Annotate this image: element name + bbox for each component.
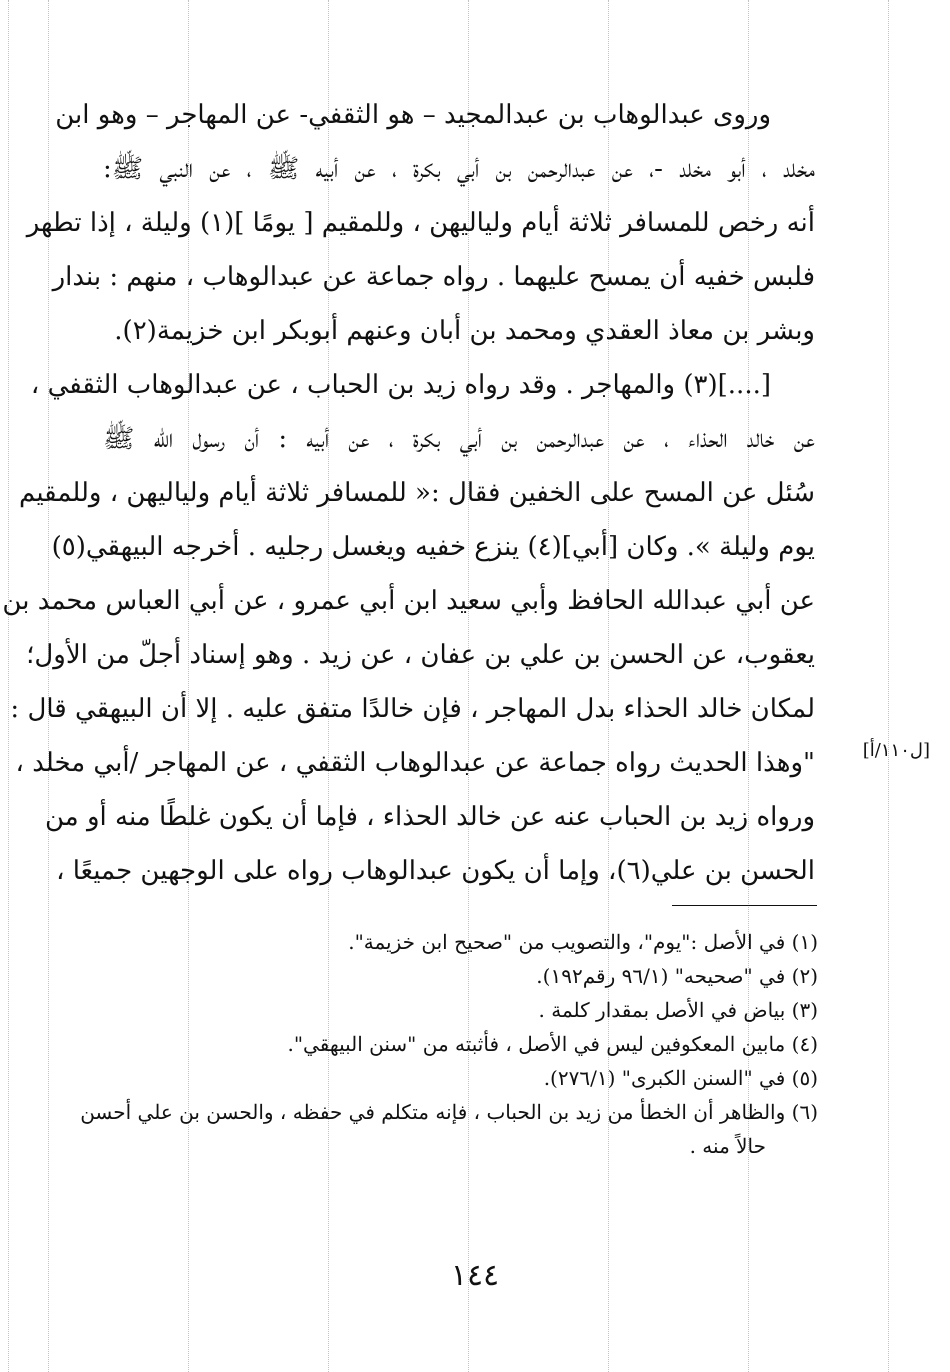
footnote-item: (٥) في "السنن الكبرى" (٢٧٦/١). bbox=[543, 1066, 818, 1090]
scan-grid-line bbox=[888, 0, 889, 1372]
footnote-item: (١) في الأصل :"يوم"، والتصويب من "صحيح ابن خزيمة". bbox=[348, 930, 818, 954]
footnote-item: (٤) مابين المعكوفين ليس في الأصل ، فأثبته من "سنن البيهقي". bbox=[287, 1032, 818, 1056]
footnote-separator bbox=[672, 905, 817, 906]
page-number: ١٤٤ bbox=[450, 1258, 500, 1293]
main-text-line: وروى عبدالوهاب بن عبدالمجيد – هو الثقفي- عن المهاجر – وهو ابن bbox=[55, 100, 771, 130]
manuscript-folio-note: [ل١١٠/أ] bbox=[862, 740, 930, 761]
main-text-line: "وهذا الحديث رواه جماعة عن عبدالوهاب الثقفي ، عن المهاجر /أبي مخلد ، bbox=[15, 748, 815, 778]
main-text-line: سُئل عن المسح على الخفين فقال :« للمسافر ثلاثة أيام ولياليهن ، وللمقيم bbox=[19, 478, 815, 508]
footnote-item: (٣) بياض في الأصل بمقدار كلمة . bbox=[538, 998, 818, 1022]
main-text-line: عن خالد الحذاء ، عن عبدالرحمن بن أبي بكرة ، عن أبيه : أن رسول الله ﷺ bbox=[103, 424, 815, 454]
main-text-line: أنه رخص للمسافر ثلاثة أيام ولياليهن ، وللمقيم [ يومًا ](١) وليلة ، إذا تطهر bbox=[26, 208, 815, 238]
main-text-line: [....](٣) والمهاجر . وقد رواه زيد بن الحباب ، عن عبدالوهاب الثقفي ، bbox=[30, 370, 771, 400]
main-text-line: الحسن بن علي(٦)، وإما أن يكون عبدالوهاب رواه على الوجهين جميعًا ، bbox=[56, 856, 815, 886]
main-text-line: وبشر بن معاذ العقدي ومحمد بن أبان وعنهم أبوبكر ابن خزيمة(٢). bbox=[114, 316, 815, 346]
main-text bbox=[2, 88, 815, 898]
main-text-line: فلبس خفيه أن يمسح عليهما . رواه جماعة عن عبدالوهاب ، منهم : بندار bbox=[52, 262, 815, 292]
footnote-item: (٦) والظاهر أن الخطأ من زيد بن الحباب ، فإنه متكلم في حفظه ، والحسن بن علي أحسن bbox=[80, 1100, 818, 1124]
scan-grid-line bbox=[8, 0, 9, 1372]
main-text-line: ورواه زيد بن الحباب عنه عن خالد الحذاء ، فإما أن يكون غلطًا منه أو من bbox=[44, 802, 815, 832]
footnote-continuation: حالاً منه . bbox=[689, 1134, 766, 1158]
main-text-line: عن أبي عبدالله الحافظ وأبي سعيد ابن أبي عمرو ، عن أبي العباس محمد بن bbox=[2, 586, 815, 616]
main-text-line: يعقوب، عن الحسن بن علي بن عفان ، عن زيد . وهو إسناد أجلّ من الأول؛ bbox=[26, 640, 815, 670]
main-text-line: لمكان خالد الحذاء بدل المهاجر ، فإن خالدًا متفق عليه . إلا أن البيهقي قال : bbox=[10, 694, 815, 724]
main-text-line: مخلد ، أبو مخلد -، عن عبدالرحمن بن أبي بكرة ، عن أبيه ﷺ ، عن النبي ﷺ: bbox=[103, 154, 815, 184]
footnote-item: (٢) في "صحيحه" (٩٦/١ رقم١٩٢). bbox=[536, 964, 818, 988]
main-text-line: يوم وليلة ». وكان [أبي](٤) ينزع خفيه ويغسل رجليه . أخرجه البيهقي(٥) bbox=[51, 532, 815, 562]
footnotes bbox=[80, 925, 818, 1163]
